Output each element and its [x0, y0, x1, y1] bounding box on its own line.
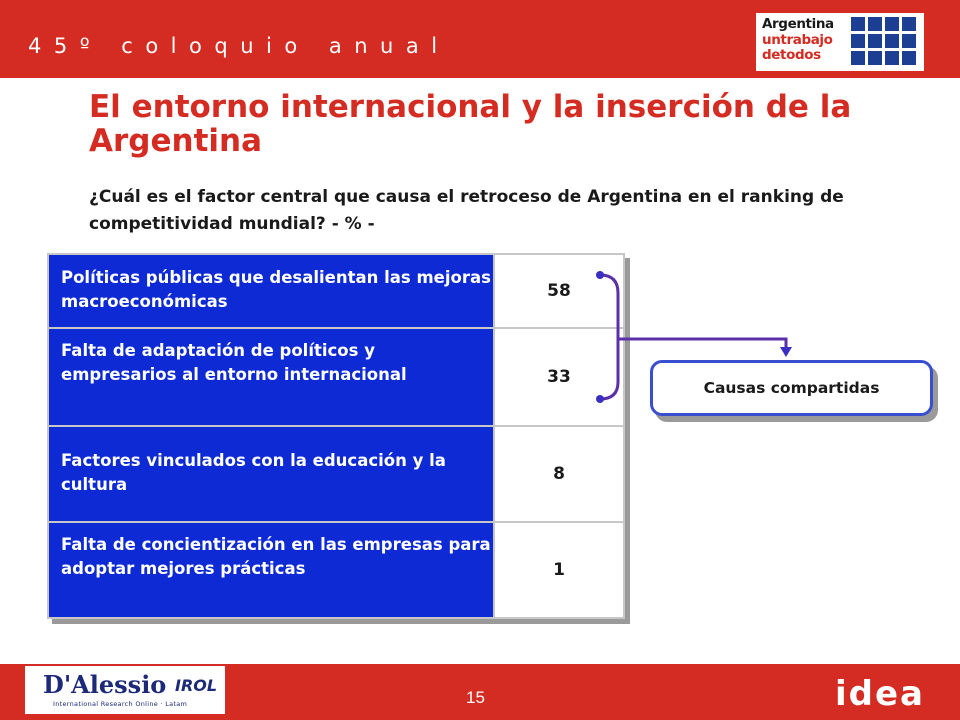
- row-label: Políticas públicas que desalientan las mejoras macroeconómicas: [61, 268, 491, 311]
- page-number: 15: [466, 688, 485, 707]
- logo-line-1: Argentina: [762, 16, 834, 32]
- tractor-icon: [851, 51, 865, 65]
- value-cell: [495, 523, 623, 617]
- phone-icon: [885, 51, 899, 65]
- people-icon: [851, 34, 865, 48]
- connector-line: [618, 339, 786, 349]
- causas-callout: [650, 360, 933, 416]
- logo-icon-grid: [851, 17, 916, 65]
- brand-suffix: IROL: [175, 676, 218, 695]
- results-table: [47, 253, 625, 619]
- table-row: [49, 427, 623, 521]
- bracket-line: [600, 275, 618, 399]
- brand-tagline: International Research Online · Latam: [53, 700, 188, 708]
- row-value: 33: [547, 367, 571, 387]
- row-value: 8: [553, 464, 565, 484]
- table-row: [49, 255, 623, 327]
- logo-line-3: detodos: [762, 47, 821, 63]
- logo-line-2: untrabajo: [762, 31, 833, 48]
- slide-title: El entorno internacional y la inserción de la Argentina: [89, 89, 852, 159]
- dalessio-logo: [25, 666, 225, 714]
- chart-icon: [902, 34, 916, 48]
- bank-icon: [851, 17, 865, 31]
- document-icon: [868, 17, 882, 31]
- value-cell: [495, 427, 623, 521]
- health-icon: [868, 51, 882, 65]
- anchor-icon: [885, 17, 899, 31]
- warning-icon: [885, 34, 899, 48]
- brand-name: D'Alessio: [43, 670, 167, 699]
- arrow-head-icon: [780, 347, 792, 357]
- building-icon: [902, 17, 916, 31]
- idea-logo: idea: [835, 674, 925, 714]
- industry-icon: [902, 51, 916, 65]
- row-value: 1: [553, 560, 565, 580]
- table-row: [49, 523, 623, 617]
- bracket-dot-top: [596, 271, 604, 279]
- callout-label: Causas compartidas: [703, 379, 880, 397]
- event-name: 45º coloquio anual: [28, 34, 450, 58]
- percent-icon: [868, 34, 882, 48]
- bracket-dot-bottom: [596, 395, 604, 403]
- argentina-logo: [756, 13, 924, 71]
- survey-question: ¿Cuál es el factor central que causa el retroceso de Argentina en el ranking de competitividad mundial? - % -: [89, 187, 844, 234]
- row-label: Falta de concientización en las empresas para adoptar mejores prácticas: [61, 535, 491, 578]
- row-label: Factores vinculados con la educación y la cultura: [61, 451, 446, 494]
- row-label: Falta de adaptación de políticos y empresarios al entorno internacional: [61, 341, 407, 384]
- row-value: 58: [547, 281, 571, 301]
- table-row: [49, 329, 623, 425]
